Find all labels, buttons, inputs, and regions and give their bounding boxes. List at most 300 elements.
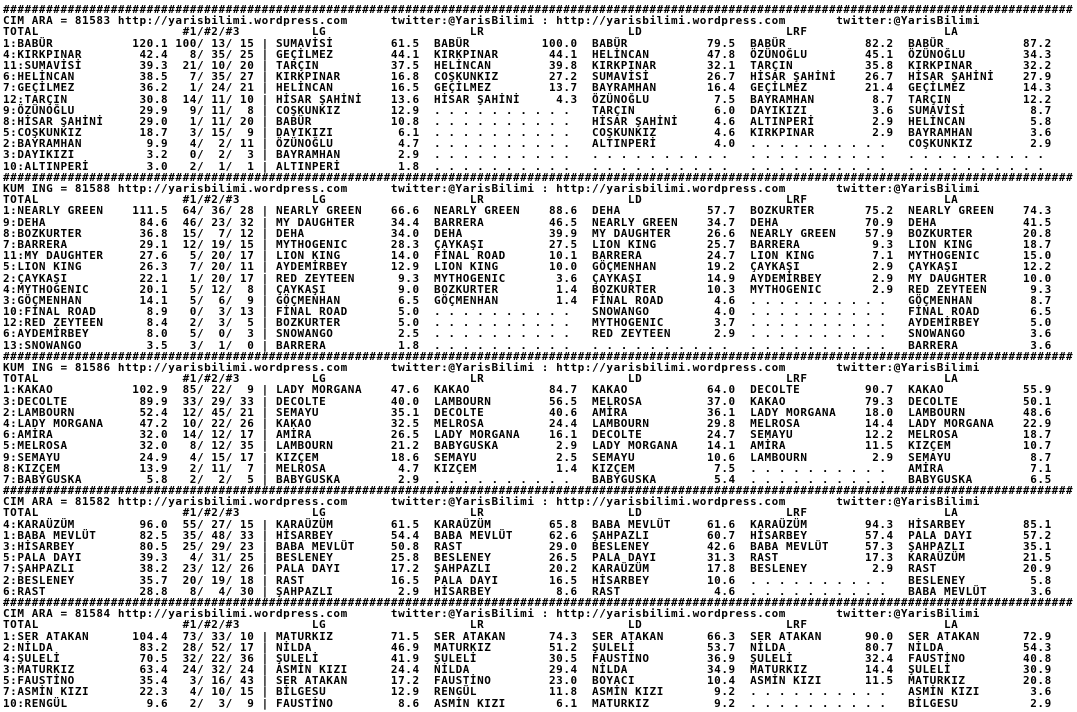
lrf-value: 90.7 [857,383,894,397]
lrf-name: SER ATAKAN [735,629,858,643]
entry-rank: 3:HİSARBEY [3,540,126,553]
header-lr: LR [326,25,485,39]
entry-counts: 14/ 11/ 10 [168,92,255,106]
lr-name: GÖÇMENHAN [419,293,542,307]
entry-counts: 25/ 29/ 23 [168,540,255,553]
lg-value: 21.2 [383,439,420,453]
la-value: 50.1 [1015,394,1052,408]
lg-value: 24.4 [383,663,420,677]
ld-value: 4.6 [699,293,736,307]
lg-value: 47.6 [383,383,420,397]
entry-counts: 8/ 4/ 30 [168,584,255,598]
entry-rank: 8:KIZÇEM [3,461,126,475]
ld-name: SNOWANGO [577,305,700,319]
entry-counts: 12/ 45/ 21 [168,405,255,419]
la-name: NEARLY GREEN [893,204,1016,218]
la-value: 3.6 [1015,685,1052,699]
la-value: 5.8 [1015,573,1052,587]
lr-value: 6.1 [541,696,578,710]
lrf-name: GEÇİLMEZ [735,81,858,95]
lg-value: 12.9 [383,260,420,274]
lr-value: 30.5 [541,651,578,665]
la-name: BESLENEY [893,573,1016,587]
entry-total: 9.6 [125,696,169,710]
lg-name: DEHA [275,226,384,240]
lg-value: 4.7 [383,461,420,475]
lrf-name: MYTHOGENIC [735,282,858,296]
entry-total: 52.4 [125,405,169,419]
lr-value: 100.0 [541,36,578,50]
lg-name: BARRERA [275,338,384,352]
lr-empty: . . . . . . . . . . [419,137,578,151]
entry-counts: 20/ 19/ 18 [168,573,255,587]
entry-rank: 1:KAKAO [3,383,126,397]
lrf-empty: . . . . . . . . . . [735,327,894,341]
la-name: HELİNCAN [893,114,1016,128]
lrf-value: 90.0 [857,629,894,643]
lg-name: BABYGUSKA [275,472,384,486]
entry-counts: 2/ 11/ 7 [168,461,255,475]
la-name: BABA MEVLÜT [893,584,1016,598]
lg-name: NİLDA [275,640,384,654]
lg-name: GEÇİLMEZ [275,47,384,61]
lr-empty: . . . . . . . . . . [419,327,578,341]
ld-name: MY DAUGHTER [577,226,700,240]
lrf-name: BABÜR [735,36,858,50]
la-name: KIZÇEM [893,439,1016,453]
title-colon: : [534,361,557,374]
la-value: 27.9 [1015,70,1052,84]
pipe-divider: | [254,584,276,598]
header-lrf: LRF [642,25,808,39]
pipe-divider: | [254,114,276,128]
la-name: SEMAYU [893,450,1016,464]
entry-total: 18.7 [125,126,169,140]
ld-value: 61.6 [699,517,736,531]
header-ld: LD [484,506,643,520]
lg-value: 32.5 [383,416,420,430]
header-lrf: LRF [642,193,808,207]
entry-rank: 1:BABA MEVLÜT [3,528,126,542]
entry-rank: 9:ÖZÜNOĞLU [3,103,126,117]
header-lg: LG [240,618,327,632]
lg-name: KIRKPINAR [275,70,384,84]
header-la: LA [807,506,959,520]
entry-rank: 4:KARAÜZÜM [3,517,126,531]
lr-empty: . . . . . . . . . . [419,126,578,140]
pipe-divider: | [254,271,276,285]
lr-name: NEARLY GREEN [419,204,542,218]
pipe-divider: | [254,674,276,688]
entry-total: 8.0 [125,327,169,341]
lg-value: 18.6 [383,450,420,464]
twitter-handle: twitter:@YarisBilimi [390,182,535,195]
pipe-divider: | [254,685,276,699]
ld-name: GÖÇMENHAN [577,260,700,274]
header-total: TOTAL [3,506,39,520]
lrf-empty: . . . . . . . . . . [735,461,894,475]
lr-value: 51.2 [541,640,578,654]
title-colon: : [534,607,557,621]
lg-name: PALA DAYI [275,562,384,576]
entry-counts: 7/ 20/ 11 [168,260,255,274]
ld-value: 66.3 [699,629,736,643]
wordpress-url-2: http://yarisbilimi.wordpress.com [556,607,786,621]
entry-rank: 9:DEHA [3,215,126,229]
ld-value: 42.6 [699,540,736,553]
lrf-name: TARÇIN [735,58,858,72]
pipe-divider: | [254,428,276,442]
la-name: ŞULELİ [893,663,1016,677]
pipe-divider: | [254,394,276,408]
lg-value: 14.0 [383,249,420,263]
entry-counts: 2/ 3/ 9 [168,696,255,710]
header-total: TOTAL [3,193,39,207]
lrf-value: 14.4 [857,663,894,677]
entry-total: 26.3 [125,260,169,274]
lrf-name: HİSARBEY [735,528,858,542]
ld-value: 34.9 [699,663,736,677]
entry-rank: 10:FİNAL ROAD [3,305,126,319]
lr-name: ŞAHPAZLI [419,562,542,576]
ld-name: KIRKPINAR [577,58,700,72]
la-name: MATURKIZ [893,674,1016,688]
entry-counts: 35/ 48/ 33 [168,528,255,542]
pipe-divider: | [254,58,276,72]
la-name: DEHA [893,215,1016,229]
ld-name: AMİRA [577,405,700,419]
la-value: 18.7 [1015,237,1052,251]
lg-value: 44.1 [383,47,420,61]
entry-total: 47.2 [125,416,169,430]
ld-value: 36.9 [699,651,736,665]
lr-empty: . . . . . . . . . . [419,316,578,330]
entry-total: 104.4 [125,629,169,643]
la-value: 8.7 [1015,450,1052,464]
lrf-name: MELROSA [735,416,858,430]
pipe-divider: | [254,461,276,475]
lg-name: COŞKUNKIZ [275,103,384,117]
lg-name: BESLENEY [275,551,384,565]
entry-counts: 32/ 22/ 36 [168,651,255,665]
ld-name: FAUSTİNO [577,651,700,665]
la-name: KARAÜZÜM [893,551,1016,565]
lr-name: HİSAR ŞAHİNİ [419,92,542,106]
la-value: 72.9 [1015,629,1052,643]
la-value: 35.1 [1015,540,1052,553]
la-value: 3.6 [1015,126,1052,140]
lr-name: MELROSA [419,416,542,430]
lrf-name: MATURKIZ [735,663,858,677]
lr-value: 2.9 [541,439,578,453]
lrf-value: 14.4 [857,416,894,430]
la-value: 85.1 [1015,517,1052,531]
lr-name: COŞKUNKIZ [419,70,542,84]
lr-name: BOZKURTER [419,282,542,296]
la-name: FAUSTİNO [893,651,1016,665]
lrf-value: 8.7 [857,92,894,106]
ld-name: BABÜR [577,36,700,50]
la-value: 21.5 [1015,551,1052,565]
pipe-divider: | [254,551,276,565]
lg-name: KIZÇEM [275,450,384,464]
la-name: SER ATAKAN [893,629,1016,643]
lr-name: FİNAL ROAD [419,249,542,263]
lg-name: LAMBOURN [275,439,384,453]
ld-name: ÇAYKAŞI [577,271,700,285]
entry-rank: 12:RED ZEYTEEN [3,316,126,330]
la-value: 15.0 [1015,249,1052,263]
lg-name: ASMİN KIZI [275,663,384,677]
pipe-divider: | [254,148,276,162]
entry-total: 39.3 [125,58,169,72]
lr-value: 1.4 [541,461,578,475]
ld-value: 36.1 [699,405,736,419]
lrf-empty: . . . . . . . . . . [735,584,894,598]
lr-value: 44.1 [541,47,578,61]
lr-name: KARAÜZÜM [419,517,542,531]
la-name: MY DAUGHTER [893,271,1016,285]
header-la: LA [807,193,959,207]
entry-counts: 24/ 32/ 24 [168,663,255,677]
entry-total: 14.1 [125,293,169,307]
lg-name: FAUSTİNO [275,696,384,710]
entry-counts: 5/ 6/ 9 [168,293,255,307]
entry-counts: 4/ 31/ 25 [168,551,255,565]
lrf-value: 21.4 [857,81,894,95]
ld-name: ASMİN KIZI [577,685,700,699]
entry-rank: 12:TARÇIN [3,92,126,106]
twitter-handle: twitter:@YarisBilimi [390,14,535,28]
wordpress-url: http://yarisbilimi.wordpress.com [110,182,348,195]
entry-counts: 21/ 10/ 20 [168,58,255,72]
ld-value: 32.1 [699,58,736,72]
la-name: MELROSA [893,428,1016,442]
ld-name: BABYGUSKA [577,472,700,486]
entry-rank: 5:LION KING [3,260,126,274]
header-lrf: LRF [642,506,808,520]
lrf-name: BESLENEY [735,562,858,576]
twitter-handle-2: twitter:@YarisBilimi [836,361,980,374]
entry-total: 36.2 [125,81,169,95]
lrf-value: 2.9 [857,282,894,296]
entry-rank: 4:ŞULELİ [3,651,126,665]
la-value: 5.0 [1015,316,1052,330]
entry-rank: 7:BARRERA [3,237,126,251]
pipe-divider: | [254,137,276,151]
la-name: ŞAHPAZLI [893,540,1016,553]
entry-total: 27.6 [125,249,169,263]
pipe-divider: | [254,405,276,419]
lg-name: BİLGESU [275,685,384,699]
ld-name: PALA DAYI [577,551,700,565]
entry-counts: 73/ 33/ 10 [168,629,255,643]
entry-rank: 3:DECOLTE [3,394,126,408]
la-value: 12.2 [1015,260,1052,274]
entry-total: 3.2 [125,148,169,162]
ld-value: 2.9 [699,327,736,341]
lg-value: 71.5 [383,629,420,643]
header-lg: LG [240,25,327,39]
twitter-handle-2: twitter:@YarisBilimi [836,495,980,509]
la-value: 3.6 [1015,338,1052,352]
entry-rank: 3:GÖÇMENHAN [3,293,126,307]
lrf-empty: . . . . . . . . . . [735,316,894,330]
la-name: GEÇİLMEZ [893,81,1016,95]
lrf-value: 70.9 [857,215,894,229]
ld-empty: . . . . . . . . . . [577,159,736,173]
pipe-divider: | [254,450,276,464]
pipe-divider: | [254,260,276,274]
entry-total: 36.8 [125,226,169,240]
entry-rank: 6:AYDEMİRBEY [3,327,126,341]
lr-name: DECOLTE [419,405,542,419]
ld-name: LAMBOURN [577,416,700,430]
la-name: BİLGESU [893,696,1016,710]
lr-name: BARRERA [419,215,542,229]
lr-name: KIRKPINAR [419,47,542,61]
pipe-divider: | [254,282,276,296]
header-lr: LR [326,506,485,520]
pipe-divider: | [254,316,276,330]
ld-value: 4.6 [699,126,736,140]
entry-total: 8.4 [125,316,169,330]
la-name: BARRERA [893,338,1016,352]
pipe-divider: | [254,226,276,240]
la-empty: . . . . . . . . . . [893,148,1052,162]
entry-counts: 4/ 15/ 17 [168,450,255,464]
lrf-name: BABA MEVLÜT [735,540,858,553]
lrf-name: LION KING [735,249,858,263]
entry-counts: 1/ 11/ 20 [168,114,255,128]
la-name: NİLDA [893,640,1016,654]
lrf-empty: . . . . . . . . . . [735,293,894,307]
lrf-value: 17.3 [857,551,894,565]
lrf-name: ASMİN KIZI [735,674,858,688]
entry-rank: 9:SEMAYU [3,450,126,464]
la-name: LAMBOURN [893,405,1016,419]
header-counts: #1/#2/#3 [38,618,241,632]
section-code: CIM ARA = 81584 [3,607,111,621]
lg-value: 40.0 [383,394,420,408]
lr-empty: . . . . . . . . . . [419,114,578,128]
la-value: 10.0 [1015,271,1052,285]
lr-value: 23.0 [541,674,578,688]
lg-value: 10.8 [383,114,420,128]
entry-counts: 2/ 1/ 1 [168,159,255,173]
lrf-empty: . . . . . . . . . . [735,148,894,162]
entry-counts: 3/ 15/ 9 [168,126,255,140]
lg-value: 1.8 [383,338,420,352]
lg-value: 17.2 [383,562,420,576]
ld-value: 24.7 [699,428,736,442]
entry-total: 3.0 [125,159,169,173]
header-counts: #1/#2/#3 [38,193,241,207]
lrf-empty: . . . . . . . . . . [735,685,894,699]
ld-name: TARÇIN [577,103,700,117]
entry-counts: 33/ 29/ 33 [168,394,255,408]
lr-name: NİLDA [419,663,542,677]
entry-counts: 23/ 12/ 26 [168,562,255,576]
entry-total: 39.3 [125,551,169,565]
lg-value: 54.4 [383,528,420,542]
lg-name: MELROSA [275,461,384,475]
entry-total: 29.9 [125,103,169,117]
twitter-handle: twitter:@YarisBilimi [390,495,535,509]
la-value: 20.9 [1015,562,1052,576]
ld-name: RAST [577,584,700,598]
lr-name: BABYGUSKA [419,439,542,453]
ld-name: BESLENEY [577,540,700,553]
la-value: 32.2 [1015,58,1052,72]
lr-name: PALA DAYI [419,573,542,587]
section-code: KUM ING = 81586 [3,361,111,374]
lg-name: ÖZÜNOĞLU [275,137,384,151]
lr-value: 46.5 [541,215,578,229]
lrf-value: 7.1 [857,249,894,263]
ld-value: 4.6 [699,114,736,128]
ld-value: 29.8 [699,416,736,430]
lg-name: FİNAL ROAD [275,305,384,319]
ld-name: COŞKUNKIZ [577,126,700,140]
lr-value: 29.4 [541,663,578,677]
header-lg: LG [240,372,327,386]
twitter-handle-2: twitter:@YarisBilimi [836,182,980,195]
lg-name: LADY MORGANA [275,383,384,397]
wordpress-url: http://yarisbilimi.wordpress.com [110,495,348,509]
entry-rank: 5:PALA DAYI [3,551,126,565]
twitter-handle: twitter:@YarisBilimi [390,361,535,374]
la-value: 9.3 [1015,282,1052,296]
section-separator-4: ##################################################################################################################################################### [3,484,1074,498]
la-name: MYTHOGENIC [893,249,1016,263]
la-value: 3.6 [1015,584,1052,598]
la-value: 2.9 [1015,137,1052,151]
lg-name: SUMAVİSİ [275,36,384,50]
la-name: LION KING [893,237,1016,251]
entry-total: 24.9 [125,450,169,464]
la-name: COŞKUNKIZ [893,137,1016,151]
lrf-value: 26.7 [857,70,894,84]
la-value: 14.3 [1015,81,1052,95]
entry-total: 35.7 [125,573,169,587]
lrf-name: HİSAR ŞAHİNİ [735,70,858,84]
lg-value: 17.2 [383,674,420,688]
ld-name: LION KING [577,237,700,251]
lr-name: LION KING [419,260,542,274]
entry-total: 120.1 [125,36,169,50]
header-lr: LR [326,372,485,386]
title-colon: : [534,495,557,509]
lg-value: 50.8 [383,540,420,553]
entry-counts: 14/ 12/ 17 [168,428,255,442]
lrf-value: 75.2 [857,204,894,218]
lr-value: 88.6 [541,204,578,218]
section-code: KUM ING = 81588 [3,182,111,195]
entry-rank: 1:NEARLY GREEN [3,204,126,218]
ld-name: FİNAL ROAD [577,293,700,307]
la-value: 57.2 [1015,528,1052,542]
la-value: 20.8 [1015,674,1052,688]
ld-value: 5.4 [699,472,736,486]
header-ld: LD [484,372,643,386]
la-name: BAYRAMHAN [893,126,1016,140]
entry-total: 22.3 [125,685,169,699]
la-name: PALA DAYI [893,528,1016,542]
ld-value: 31.3 [699,551,736,565]
la-value: 2.9 [1015,696,1052,710]
entry-counts: 8/ 12/ 35 [168,439,255,453]
